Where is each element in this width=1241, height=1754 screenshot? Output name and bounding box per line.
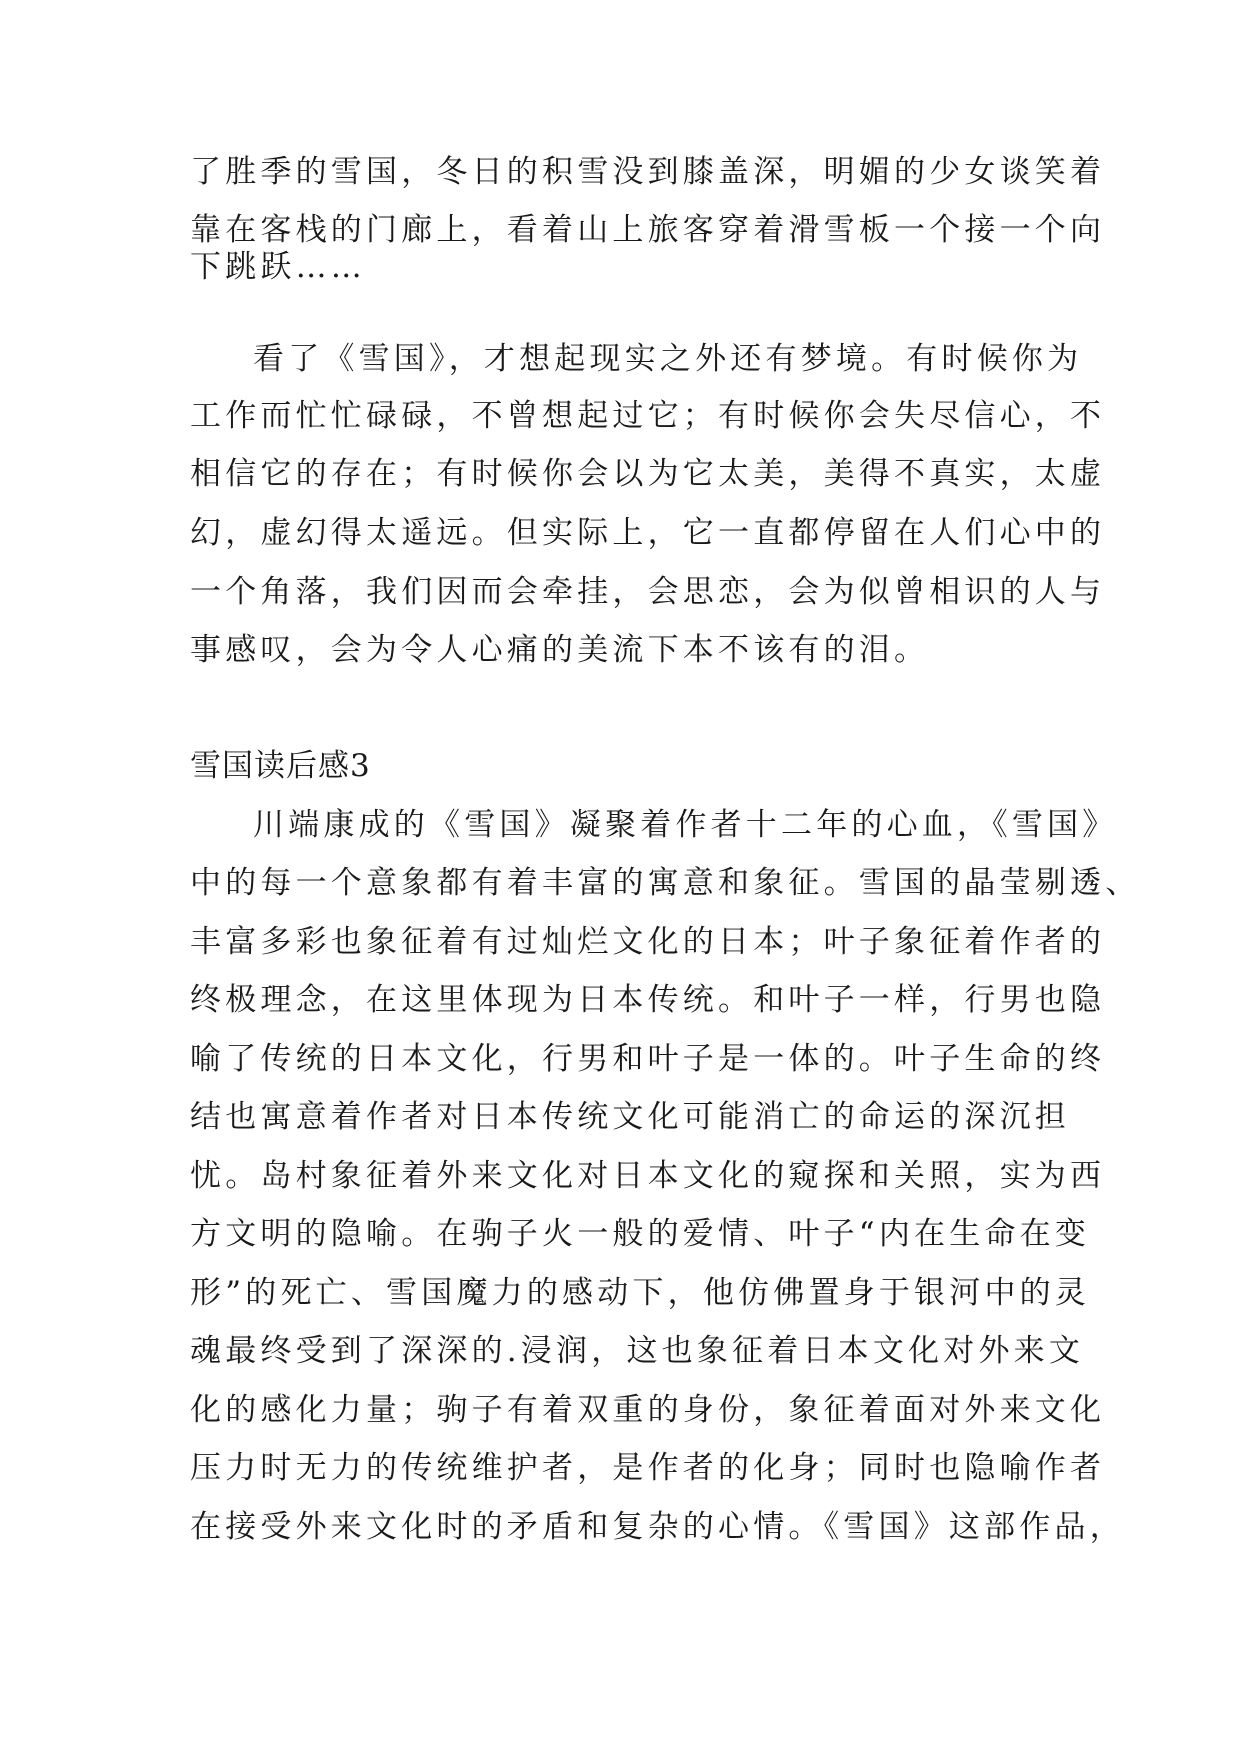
paragraph-3-line-3: 丰富多彩也象征着有过灿烂文化的日本；叶子象征着作者的: [190, 924, 1106, 960]
paragraph-3-line-4: 终极理念，在这里体现为日本传统。和叶子一样，行男也隐: [190, 982, 1106, 1018]
section-title: 雪国读后感3: [190, 748, 371, 784]
paragraph-3-line-13: 在接受外来文化时的矛盾和复杂的心情。《雪国》这部作品，: [190, 1509, 1125, 1545]
paragraph-3-line-9: 形”的死亡、雪国魔力的感动下，他仿佛置身于银河中的灵: [190, 1275, 1091, 1311]
paragraph-3-line-10: 魂最终受到了深深的.浸润，这也象征着日本文化对外来文: [190, 1333, 1085, 1369]
paragraph-3-line-12: 压力时无力的传统维护者，是作者的化身；同时也隐喻作者: [190, 1450, 1106, 1486]
paragraph-3-line-2: 中的每一个意象都有着丰富的寓意和象征。雪国的晶莹剔透、: [190, 865, 1141, 901]
paragraph-2-line-4: 幻，虚幻得太遥远。但实际上，它一直都停留在人们心中的: [190, 515, 1106, 551]
paragraph-2-line-6: 事感叹，会为令人心痛的美流下本不该有的泪。: [190, 632, 930, 668]
paragraph-3-line-5: 喻了传统的日本文化，行男和叶子是一体的。叶子生命的终: [190, 1041, 1106, 1077]
paragraph-2-line-2: 工作而忙忙碌碌，不曾想起过它；有时候你会失尽信心，不: [190, 398, 1106, 434]
paragraph-2-line-3: 相信它的存在；有时候你会以为它太美，美得不真实，太虚: [190, 456, 1106, 492]
paragraph-2-line-1: 看了《雪国》，才想起现实之外还有梦境。有时候你为: [253, 341, 1083, 377]
paragraph-3-line-1: 川端康成的《雪国》凝聚着作者十二年的心血，《雪国》: [253, 807, 1118, 843]
paragraph-3-line-11: 化的感化力量；驹子有着双重的身份，象征着面对外来文化: [190, 1392, 1106, 1428]
paragraph-1-line-3: 下跳跃……: [190, 249, 366, 285]
paragraph-3-line-6: 结也寓意着作者对日本传统文化可能消亡的命运的深沉担: [190, 1099, 1070, 1135]
paragraph-1-line-2: 靠在客栈的门廊上，看着山上旅客穿着滑雪板一个接一个向: [190, 212, 1106, 248]
paragraph-3-line-8: 方文明的隐喻。在驹子火一般的爱情、叶子“内在生命在变: [190, 1216, 1091, 1252]
paragraph-1-line-1: 了胜季的雪国，冬日的积雪没到膝盖深，明媚的少女谈笑着: [190, 154, 1106, 190]
paragraph-2-line-5: 一个角落，我们因而会牵挂，会思恋，会为似曾相识的人与: [190, 574, 1106, 610]
paragraph-3-line-7: 忧。岛村象征着外来文化对日本文化的窥探和关照，实为西: [190, 1158, 1106, 1194]
